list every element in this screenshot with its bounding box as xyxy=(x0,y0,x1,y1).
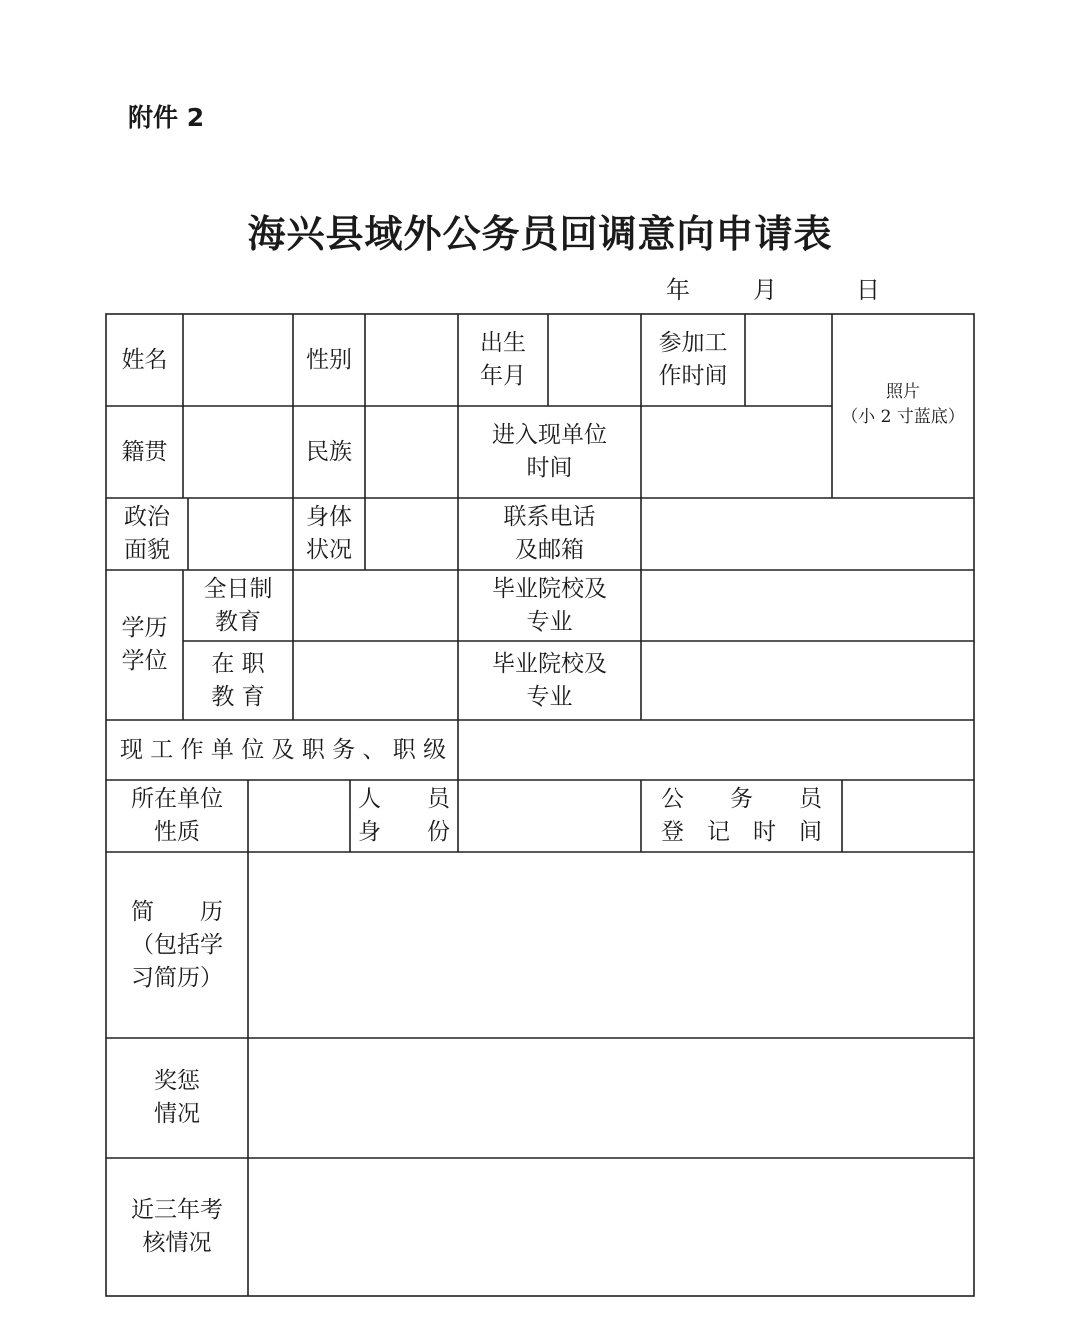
label-birth: 出生 年月 xyxy=(480,330,526,389)
date-month-label: 月 xyxy=(753,276,777,304)
field-current-unit-position[interactable] xyxy=(458,720,974,780)
label-political-status: 政治 面貌 xyxy=(124,504,170,563)
label-fulltime-education: 全日制 教育 xyxy=(203,575,273,635)
label-current-unit-position: 现 工 作 单 位 及 职 务 、 职 级 xyxy=(120,736,447,763)
field-political-status[interactable] xyxy=(188,498,293,570)
field-fulltime-education[interactable] xyxy=(293,570,458,641)
date-year-label: 年 xyxy=(666,276,690,304)
field-work-start[interactable] xyxy=(745,314,832,406)
attachment-label: 附件 2 xyxy=(128,103,205,132)
field-personnel-identity[interactable] xyxy=(458,780,641,852)
label-name: 姓名 xyxy=(121,346,168,373)
field-health[interactable] xyxy=(365,498,458,570)
date-day-label: 日 xyxy=(856,276,880,304)
label-join-unit-time: 进入现单位 时间 xyxy=(492,422,607,481)
label-rewards-punishments: 奖惩 情况 xyxy=(154,1068,200,1127)
field-birth[interactable] xyxy=(548,314,641,406)
label-health: 身体 状况 xyxy=(306,504,352,563)
field-appraisal-three-years[interactable] xyxy=(248,1158,974,1296)
label-resume: 简 历 （包括学 习简历） xyxy=(131,898,223,991)
label-civil-servant-registration-time: 公 务 员 登 记 时 间 xyxy=(661,786,822,845)
label-inservice-education: 在 职 教 育 xyxy=(211,650,265,710)
field-unit-nature[interactable] xyxy=(248,780,350,852)
label-native-place: 籍贯 xyxy=(121,438,168,465)
label-school-major-fulltime: 毕业院校及 专业 xyxy=(492,575,607,635)
field-join-unit-time[interactable] xyxy=(641,406,832,498)
label-unit-nature: 所在单位 性质 xyxy=(131,786,223,845)
photo-placeholder[interactable]: 照片 （小 2 寸蓝底） xyxy=(841,382,965,427)
label-school-major-inservice: 毕业院校及 专业 xyxy=(492,650,607,710)
field-ethnicity[interactable] xyxy=(365,406,458,498)
field-phone-email[interactable] xyxy=(641,498,974,570)
label-work-start: 参加工 作时间 xyxy=(658,330,728,389)
label-education-degree: 学历 学位 xyxy=(121,615,168,674)
label-phone-email: 联系电话 及邮箱 xyxy=(503,504,596,563)
field-gender[interactable] xyxy=(365,314,458,406)
label-gender: 性别 xyxy=(306,346,352,373)
field-school-major-inservice[interactable] xyxy=(641,641,974,720)
field-rewards-punishments[interactable] xyxy=(248,1038,974,1158)
form-title: 海兴县域外公务员回调意向申请表 xyxy=(247,212,833,256)
field-name[interactable] xyxy=(183,314,293,406)
field-school-major-fulltime[interactable] xyxy=(641,570,974,641)
field-native-place[interactable] xyxy=(183,406,293,498)
label-appraisal-three-years: 近三年考 核情况 xyxy=(131,1197,223,1256)
field-resume[interactable] xyxy=(248,852,974,1038)
label-personnel-identity: 人 员 身 份 xyxy=(358,786,450,845)
field-civil-servant-registration-time[interactable] xyxy=(842,780,974,852)
label-ethnicity: 民族 xyxy=(306,438,352,465)
field-inservice-education[interactable] xyxy=(293,641,458,720)
